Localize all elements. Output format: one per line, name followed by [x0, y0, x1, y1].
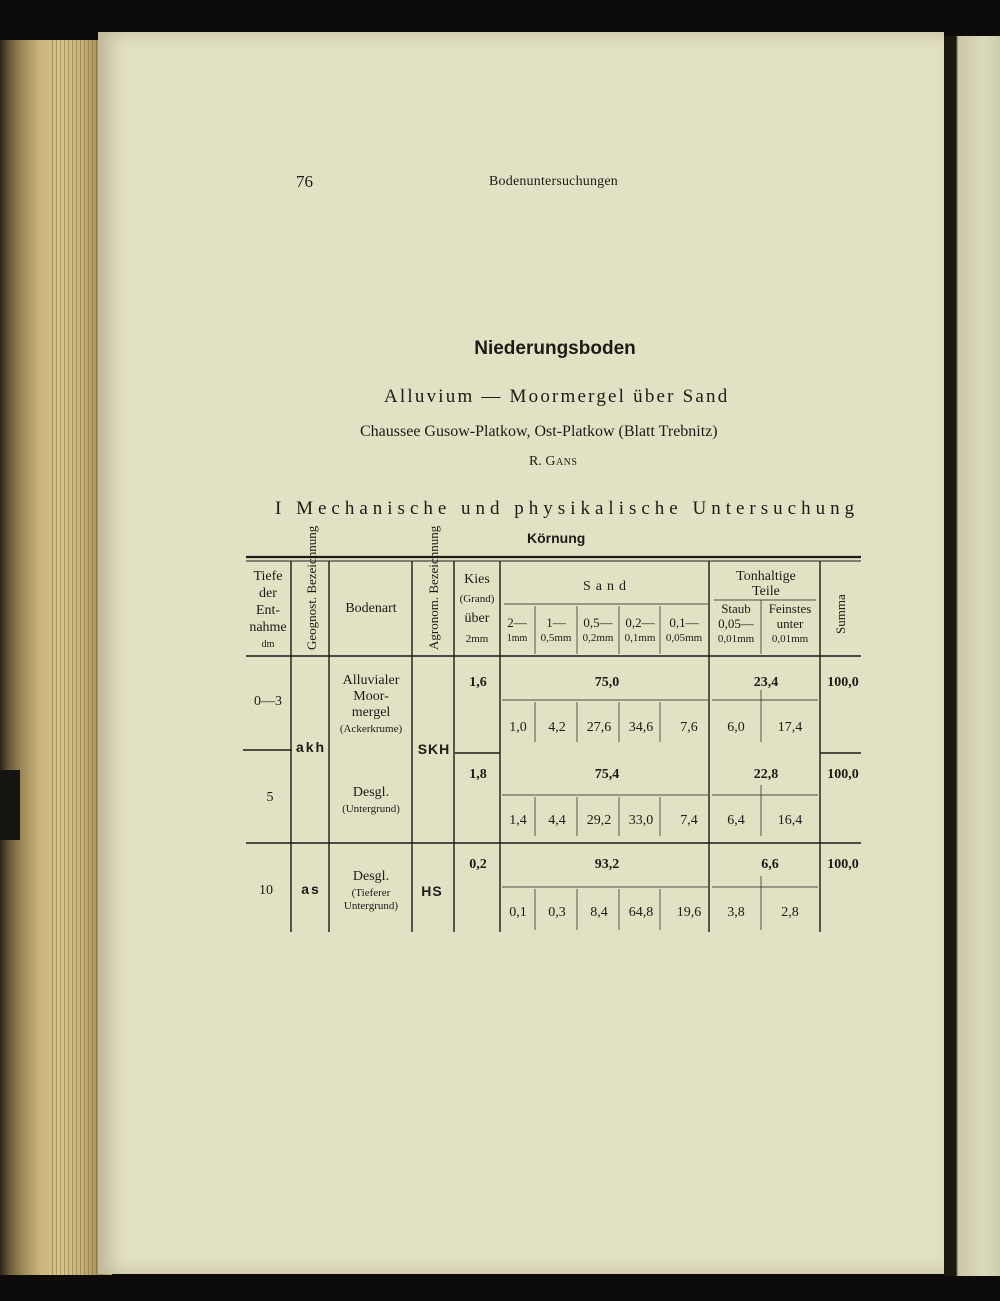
row2-kies: 1,8 [469, 767, 487, 782]
row3-kies: 0,2 [469, 857, 487, 872]
hdr-kies-3: über [464, 611, 490, 626]
row1-sand-total: 75,0 [594, 675, 620, 690]
subsection-heading: Körnung [527, 530, 586, 546]
geognost-as: as [301, 881, 321, 897]
row2-sand-3: 29,2 [586, 813, 612, 828]
row1-bodenart-1: Alluvialer [342, 673, 400, 688]
row2-ton-2: 16,4 [777, 813, 803, 828]
location-line: Chaussee Gusow-Platkow, Ost-Platkow (Blatt Trebnitz) [360, 423, 718, 440]
row3-bodenart-1: Desgl. [352, 869, 390, 884]
hdr-sand-1b: 1mm [506, 633, 528, 644]
hdr-agronom: Agronom. Bezeichnung [426, 525, 441, 650]
row3-sand-1: 0,1 [509, 905, 527, 920]
hdr-sand-4b: 0,1mm [624, 632, 656, 644]
row2-sand-1: 1,4 [509, 813, 527, 828]
hdr-sand-3b: 0,2mm [582, 632, 614, 644]
row1-sand-2: 4,2 [548, 720, 566, 735]
row1-sand-5: 7,6 [680, 720, 698, 735]
hdr-ton-1: Tonhaltige [736, 569, 796, 584]
hdr-kies-2: (Grand) [459, 593, 495, 605]
author-name: Gans [545, 454, 578, 469]
hdr-sand-3a: 0,5— [583, 615, 613, 630]
hdr-staub-3: 0,01mm [717, 633, 755, 645]
row3-sand-4: 64,8 [628, 905, 654, 920]
row3-bodenart-3: Untergrund) [343, 900, 399, 912]
author-initial: R. [529, 454, 542, 469]
row2-ton-1: 6,4 [727, 813, 745, 828]
hdr-tiefe-3: Ent- [255, 603, 281, 618]
row2-summa: 100,0 [827, 767, 859, 782]
row1-ton-1: 6,0 [727, 720, 745, 735]
table-row [267, 767, 859, 828]
row2-bodenart-1: Desgl. [352, 785, 390, 800]
row1-kies: 1,6 [469, 675, 487, 690]
hdr-sand-2a: 1— [546, 615, 566, 630]
hdr-sand-2b: 0,5mm [540, 632, 572, 644]
row1-bodenart-4: (Ackerkrume) [339, 723, 403, 735]
section-heading: I Mechanische und physikalische Untersuchung [275, 498, 860, 519]
row2-sand-total: 75,4 [594, 767, 620, 782]
row2-sand-4: 33,0 [628, 813, 654, 828]
row1-ton-total: 23,4 [753, 675, 779, 690]
row2-ton-total: 22,8 [753, 767, 779, 782]
table-row [254, 673, 859, 735]
hdr-tiefe-1: Tiefe [253, 569, 283, 584]
hdr-kies-4: 2mm [465, 633, 489, 645]
agronom-skh: SKH [417, 741, 451, 757]
hdr-tiefe-2: der [259, 586, 277, 601]
row1-tiefe: 0—3 [254, 694, 282, 709]
formation-subtitle: Alluvium — Moormergel über Sand [384, 386, 730, 407]
row3-ton-2: 2,8 [781, 905, 799, 920]
row3-summa: 100,0 [827, 857, 859, 872]
hdr-fein-2: unter [776, 616, 804, 631]
row2-tiefe: 5 [266, 790, 274, 805]
row1-sand-3: 27,6 [586, 720, 612, 735]
hdr-sand: Sand [583, 579, 631, 594]
hdr-ton-2: Teile [752, 584, 780, 599]
row3-ton-total: 6,6 [761, 857, 779, 872]
row2-sand-2: 4,4 [548, 813, 566, 828]
hdr-fein-1: Feinstes [768, 601, 812, 616]
hdr-bodenart: Bodenart [345, 601, 397, 616]
row1-summa: 100,0 [827, 675, 859, 690]
table-row [259, 857, 859, 920]
hdr-tiefe-4: nahme [249, 620, 287, 635]
running-head: Bodenuntersuchungen [489, 174, 618, 189]
hdr-geognost: Geognost. Bezeichnung [304, 525, 319, 650]
hdr-sand-1a: 2— [507, 615, 527, 630]
hdr-staub-1: Staub [721, 601, 751, 616]
hdr-summa: Summa [833, 594, 848, 634]
hdr-sand-5a: 0,1— [669, 615, 699, 630]
page-title: Niederungsboden [474, 338, 636, 359]
row3-sand-5: 19,6 [676, 905, 702, 920]
row3-tiefe: 10 [259, 883, 273, 898]
page-number: 76 [296, 172, 313, 191]
row1-bodenart-2: Moor- [353, 689, 389, 704]
row3-sand-total: 93,2 [594, 857, 620, 872]
row3-bodenart-2: (Tieferer [351, 887, 391, 899]
hdr-staub-2: 0,05— [718, 616, 754, 631]
row1-sand-1: 1,0 [509, 720, 527, 735]
hdr-kies-1: Kies [464, 572, 490, 587]
row3-sand-2: 0,3 [548, 905, 566, 920]
hdr-fein-3: 0,01mm [771, 633, 809, 645]
row1-bodenart-3: mergel [351, 705, 391, 720]
row2-bodenart-2: (Untergrund) [342, 803, 400, 815]
hdr-sand-5b: 0,05mm [665, 632, 703, 644]
agronom-hs: HS [421, 883, 443, 899]
row1-sand-4: 34,6 [628, 720, 654, 735]
geognost-akh: akh [295, 739, 327, 755]
row2-sand-5: 7,4 [680, 813, 698, 828]
row3-ton-1: 3,8 [727, 905, 745, 920]
hdr-tiefe-unit: dm [261, 639, 275, 650]
hdr-sand-4a: 0,2— [625, 615, 655, 630]
row3-sand-3: 8,4 [590, 905, 608, 920]
row1-ton-2: 17,4 [777, 720, 803, 735]
